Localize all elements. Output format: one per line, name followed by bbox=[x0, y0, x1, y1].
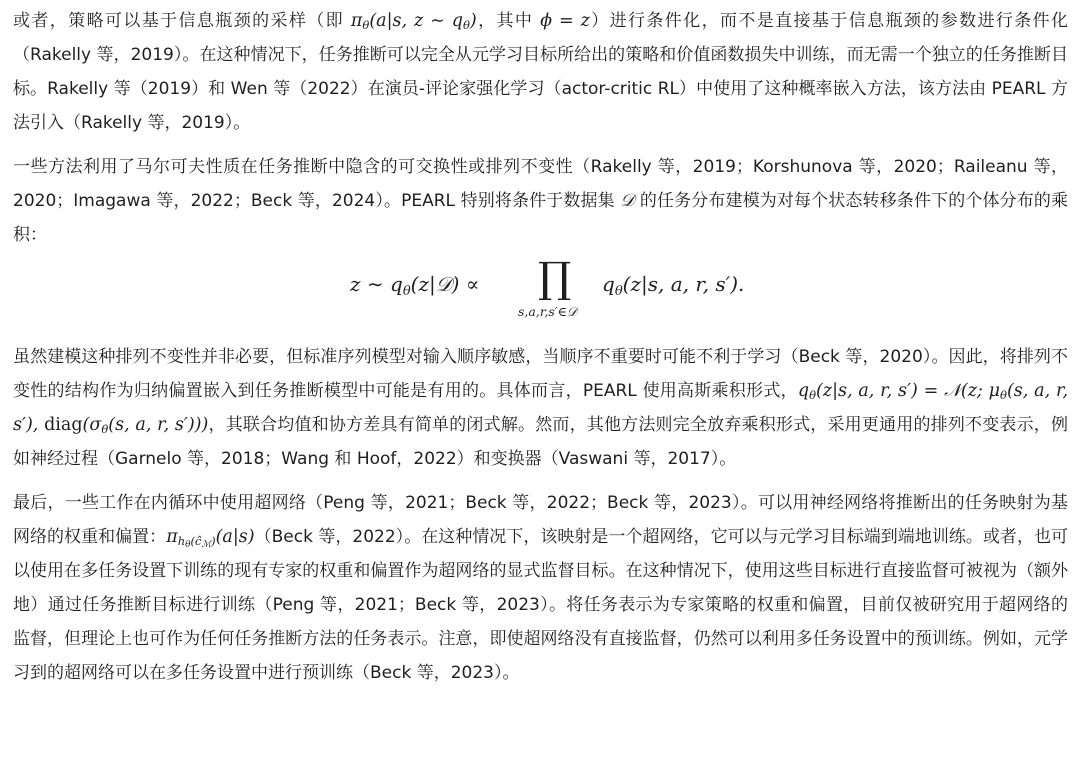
text: 虽然建模这种排列不变性并非必要，但标准序列模型对输入顺序敏感，当顺序不重要时可能不利于学习（Beck 等，2020）。因此，将排列不变性的结构作为归纳偏置嵌入到任务推断模型中可能是有用的。具体而言，PEARL 使用高斯乘积形式， bbox=[13, 347, 1068, 401]
inline-math-gaussian: $q_\theta(z|s$, a, r, s′) = 𝒩(z; $\mu_\theta(s$, a, r, s′), $diag(\sigma_\theta(s$, a, r, s′))) bbox=[13, 381, 1069, 436]
text: 最后，一些工作在内循环中使用超网络（Peng 等，2021；Beck 等，2022；Beck 等，2023）。可以用神经网络将推断出的任务映射为基网络的权重和偏置： bbox=[13, 493, 1068, 547]
paragraph-hypernetworks bbox=[13, 486, 1068, 690]
paragraph-permutation-invariance bbox=[13, 150, 1068, 252]
display-equation-pearl-product bbox=[13, 253, 1068, 326]
equation-left: z ∼ $q_\theta(z|𝒟)$ ∝ bbox=[350, 272, 480, 299]
paragraph-gaussian-product bbox=[13, 340, 1068, 476]
product-subscript: s,a,r,s′∈𝒟 bbox=[518, 304, 577, 319]
inline-math-dataset: 𝒟 bbox=[620, 191, 635, 211]
text: ）进行条件化，而不是直接基于信息瓶颈的参数进行条件化（Rakelly 等，2019）。在这种情况下，任务推断可以完全从元学习目标所给出的策略和价值函数损失中训练，而无需一个独立的任务推断目标。Rakelly 等（2019）和 Wen 等（2022）在演员-评论家强化学习（actor-critic RL）中使用了这种概率嵌入方法，该方法由 PEARL 方法引入（Rakelly 等，2019）。 bbox=[13, 11, 1069, 133]
product-operator: ∏ bbox=[538, 253, 572, 302]
inline-math-policy: $\pi_\theta(a|s$, z ∼ $q_\theta$) bbox=[350, 11, 477, 32]
inline-math-hypernetwork-policy: $\pi_{h_\theta(ĉ_ℳ)}(a|s)$ bbox=[166, 527, 255, 550]
text: ，其联合均值和协方差具有简单的闭式解。然而，其他方法则完全放弃乘积形式，采用更通用的排列不变表示，例如神经过程（Garnelo 等，2018；Wang 和 Hoof，2022）和变换器（Vaswani 等，2017）。 bbox=[13, 415, 1068, 469]
text: 的任务分布建模为对每个状态转移条件下的个体分布的乘积： bbox=[13, 191, 1069, 245]
paragraph-policy-conditioning bbox=[13, 4, 1068, 140]
text: ，其中 bbox=[476, 11, 541, 31]
inline-math-phi: ϕ = z bbox=[540, 11, 590, 31]
text: （Beck 等，2022）。在这种情况下，该映射是一个超网络，它可以与元学习目标端到端地训练。或者，也可以使用在多任务设置下训练的现有专家的权重和偏置作为超网络的显式监督目标。在这种情况下，使用这些目标进行直接监督可被视为（额外地）通过任务推断目标进行训练（Peng 等，2021；Beck 等，2023）。将任务表示为专家策略的权重和偏置，目前仅被研究用于超网络的监督，但理论上也可作为任何任务推断方法的任务表示。注意，即使超网络没有直接监督，仍然可以利用多任务设置中的预训练。例如，元学习到的超网络可以在多任务设置中进行预训练（Beck 等，2023）。 bbox=[13, 527, 1068, 683]
text: 一些方法利用了马尔可夫性质在任务推断中隐含的可交换性或排列不变性（Rakelly 等，2019；Korshunova 等，2020；Raileanu 等，2020；Imagawa 等，2022；Beck 等，2024）。PEARL 特别将条件于数据集 bbox=[13, 157, 1068, 211]
equation-right: $q_\theta(z|s$, a, r, s′). bbox=[602, 272, 745, 299]
text: 或者，策略可以基于信息瓶颈的采样（即 bbox=[13, 11, 351, 31]
